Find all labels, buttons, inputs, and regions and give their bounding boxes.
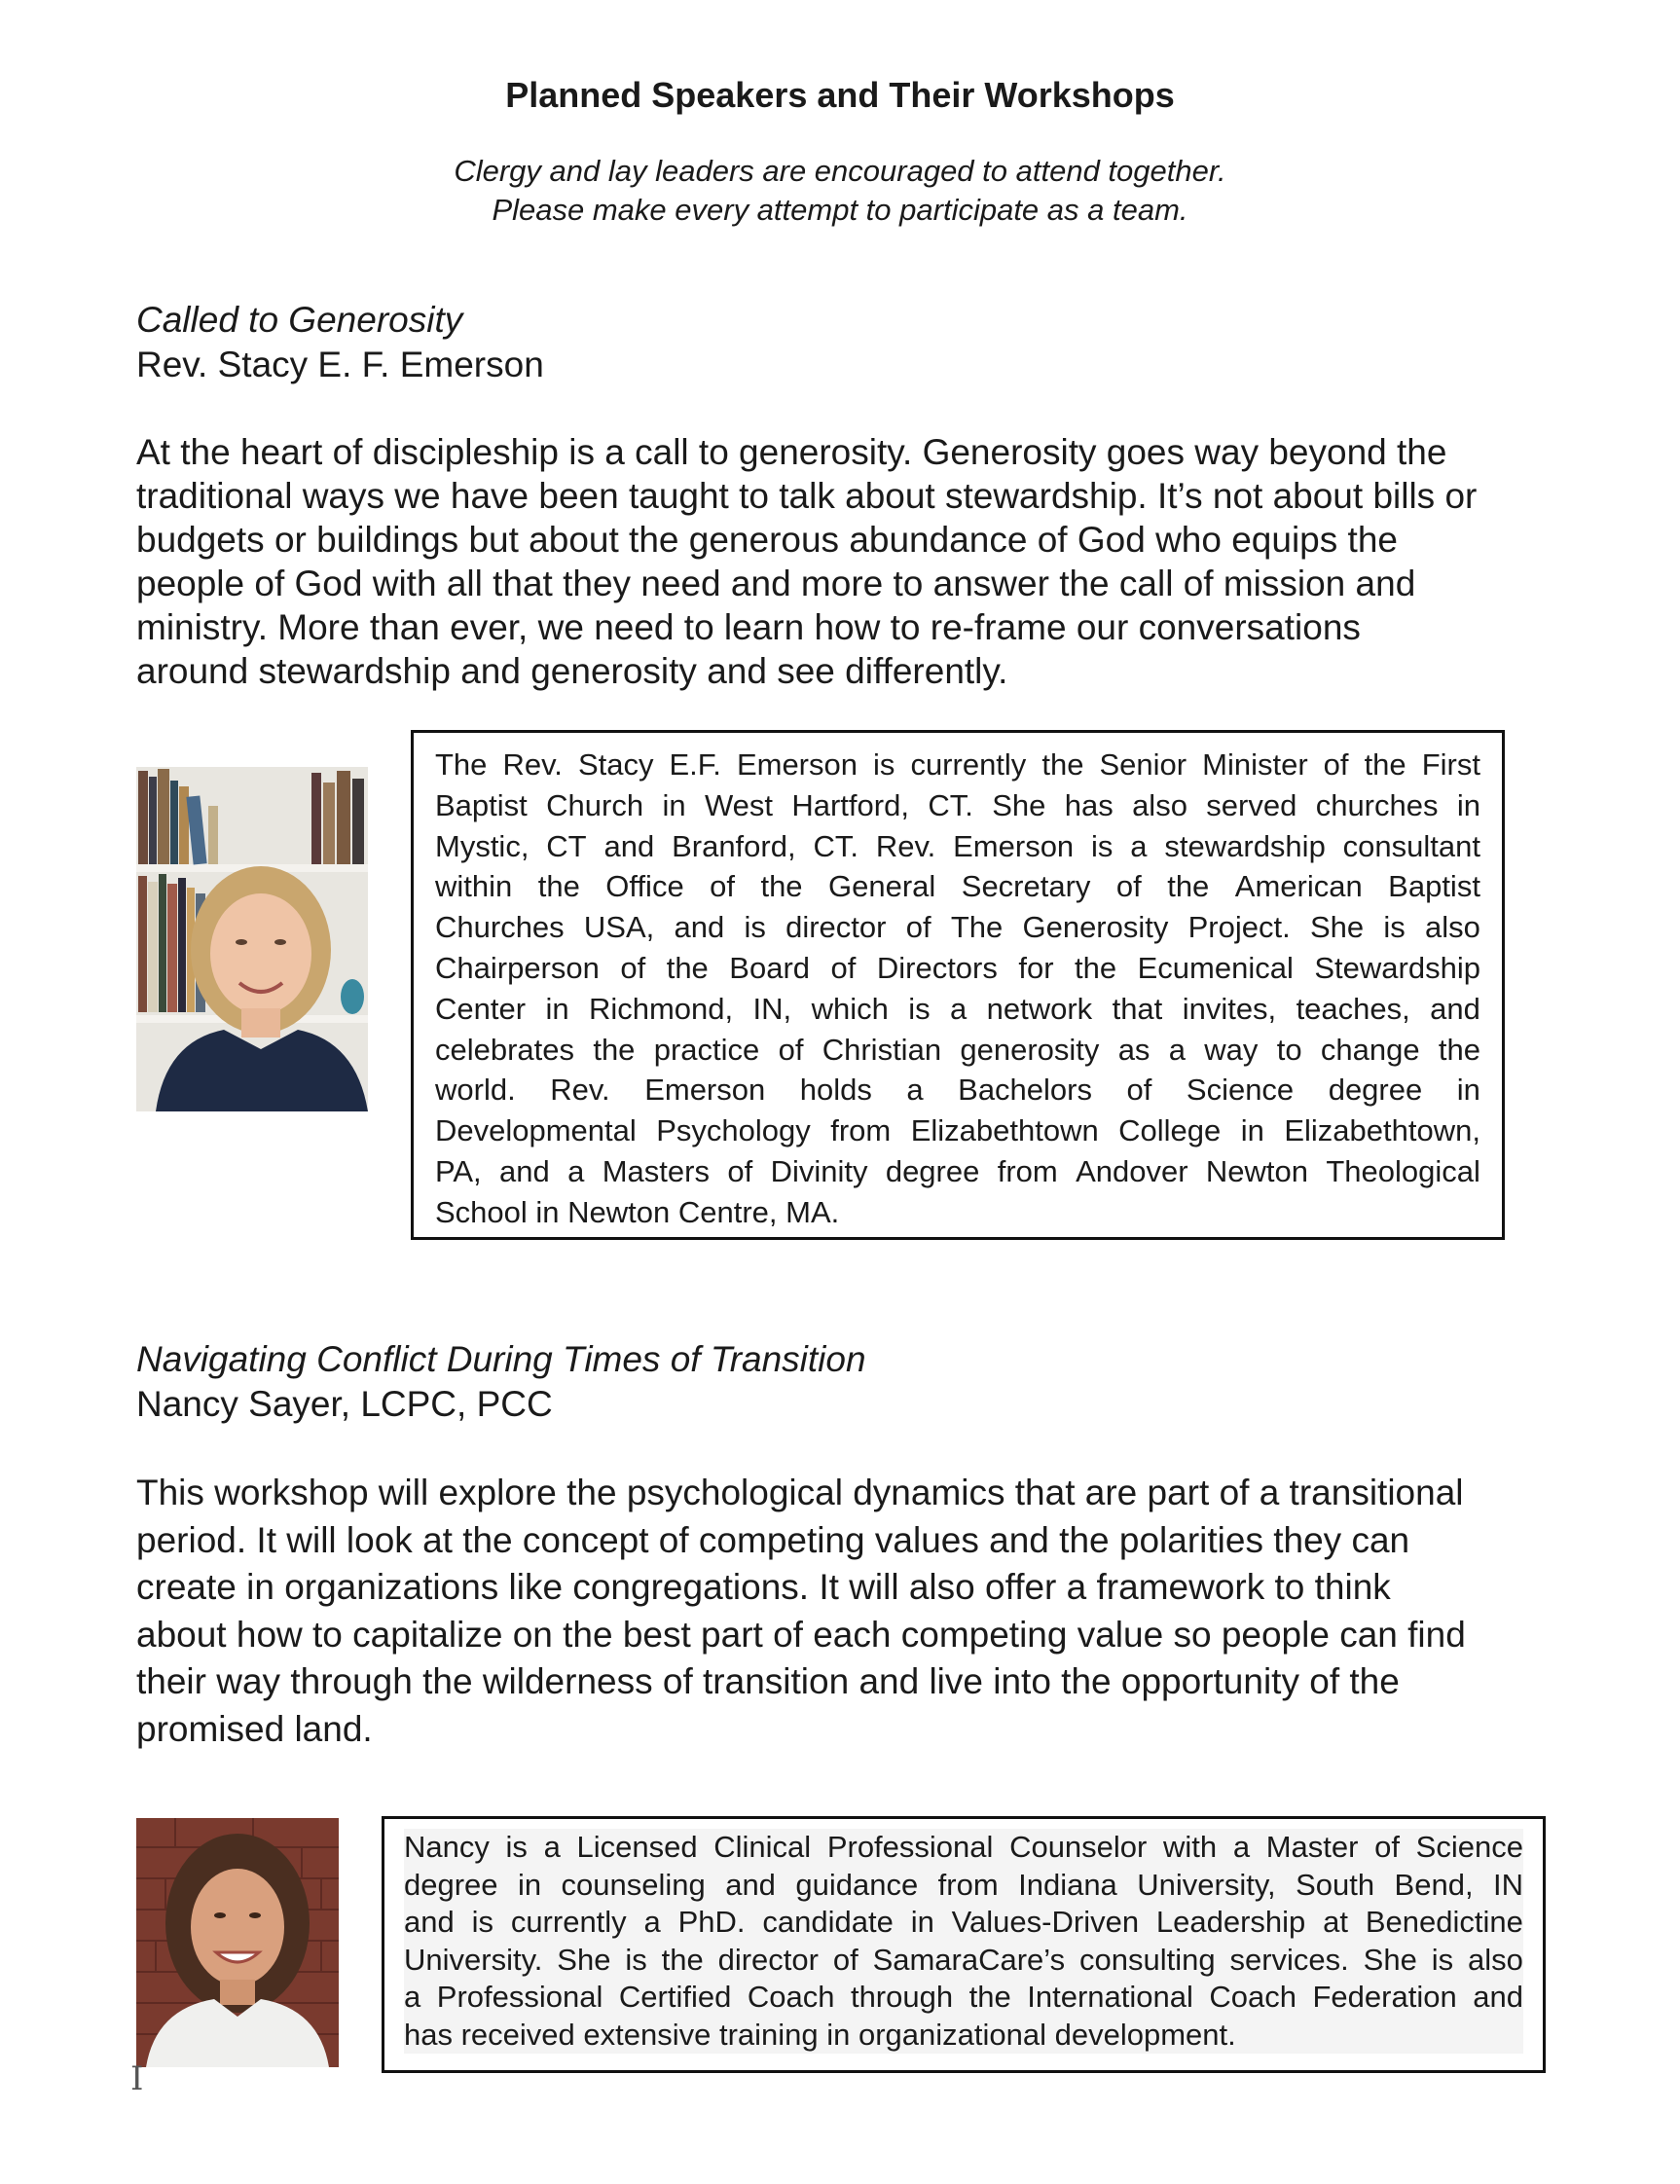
description-line: At the heart of discipleship is a call to generosity. Generosity goes way beyond the (136, 432, 1447, 472)
intro-line: Clergy and lay leaders are encouraged to attend together. (454, 154, 1226, 188)
bio-line: celebrates the practice of Christian generosity as a way to change the (435, 1032, 1480, 1067)
bio-line: Chairperson of the Board of Directors for the Ecumenical Stewardship (435, 950, 1480, 985)
bio-line: Nancy is a Licensed Clinical Professional Counselor with a Master of Science (404, 1830, 1523, 1864)
intro-note (0, 152, 1680, 230)
bio-line: The Rev. Stacy E.F. Emerson is currently the Senior Minister of the First (435, 747, 1480, 782)
workshop-description (136, 1470, 1577, 1753)
description-line: their way through the wilderness of transition and live into the opportunity of the (136, 1661, 1400, 1701)
intro-line: Please make every attempt to participate as a team. (492, 193, 1188, 227)
bio-line: Developmental Psychology from Elizabethtown College in Elizabethtown, (435, 1113, 1480, 1148)
description-line: promised land. (136, 1708, 373, 1749)
description-line: traditional ways we have been taught to talk about stewardship. It’s not about bills or (136, 476, 1478, 516)
description-line: This workshop will explore the psychological dynamics that are part of a transitional (136, 1473, 1464, 1512)
speaker-bio (404, 1829, 1523, 2054)
speaker-bio-box (382, 1816, 1546, 2073)
bio-line: world. Rev. Emerson holds a Bachelors of Science degree in (435, 1073, 1480, 1108)
bio-line: degree in counseling and guidance from Indiana University, South Bend, IN (404, 1867, 1523, 1902)
bio-line: has received extensive training in organizational development. (404, 2017, 1236, 2052)
bio-line: Center in Richmond, IN, which is a network that invites, teaches, and (435, 991, 1480, 1026)
bio-line: within the Office of the General Secretary of the American Baptist (435, 869, 1480, 904)
description-line: create in organizations like congregations. It will also offer a framework to think (136, 1567, 1391, 1607)
workshop-section-conflict (136, 1337, 1577, 1753)
bio-line: PA, and a Masters of Divinity degree from Andover Newton Theological (435, 1153, 1480, 1188)
workshop-title: Called to Generosity (136, 300, 463, 340)
workshop-description (136, 430, 1577, 693)
bio-line: School in Newton Centre, MA. (435, 1194, 840, 1229)
page-title: Planned Speakers and Their Workshops (505, 75, 1175, 115)
speaker-name: Nancy Sayer, LCPC, PCC (136, 1384, 553, 1424)
bio-line: Baptist Church in West Hartford, CT. She has also served churches in (435, 787, 1480, 822)
workshop-section-generosity (136, 298, 1577, 693)
bio-line: a Professional Certified Coach through the International Coach Federation and (404, 1980, 1523, 2014)
workshop-title: Navigating Conflict During Times of Transition (136, 1339, 866, 1379)
speaker-photo-emerson (136, 767, 368, 1111)
description-line: about how to capitalize on the best part of each competing value so people can find (136, 1614, 1466, 1655)
bio-line: Churches USA, and is director of The Generosity Project. She is also (435, 910, 1480, 945)
description-line: budgets or buildings but about the generous abundance of God who equips the (136, 520, 1398, 560)
text-cursor-icon: I (130, 2059, 144, 2098)
bio-line: and is currently a PhD. candidate in Values-Driven Leadership at Benedictine (404, 1905, 1523, 1939)
description-line: people of God with all that they need and more to answer the call of mission and (136, 564, 1416, 603)
bio-line: University. She is the director of SamaraCare’s consulting services. She is also (404, 1942, 1523, 1977)
description-line: period. It will look at the concept of competing values and the polarities they can (136, 1519, 1410, 1560)
speaker-name: Rev. Stacy E. F. Emerson (136, 345, 544, 384)
speaker-bio-box (411, 730, 1505, 1240)
speaker-photo-sayer (136, 1818, 339, 2067)
description-line: ministry. More than ever, we need to learn how to re-frame our conversations (136, 607, 1361, 647)
description-line: around stewardship and generosity and see differently. (136, 651, 1008, 691)
speaker-bio (435, 745, 1480, 1233)
bio-line: Mystic, CT and Branford, CT. Rev. Emerson is a stewardship consultant (435, 828, 1480, 863)
